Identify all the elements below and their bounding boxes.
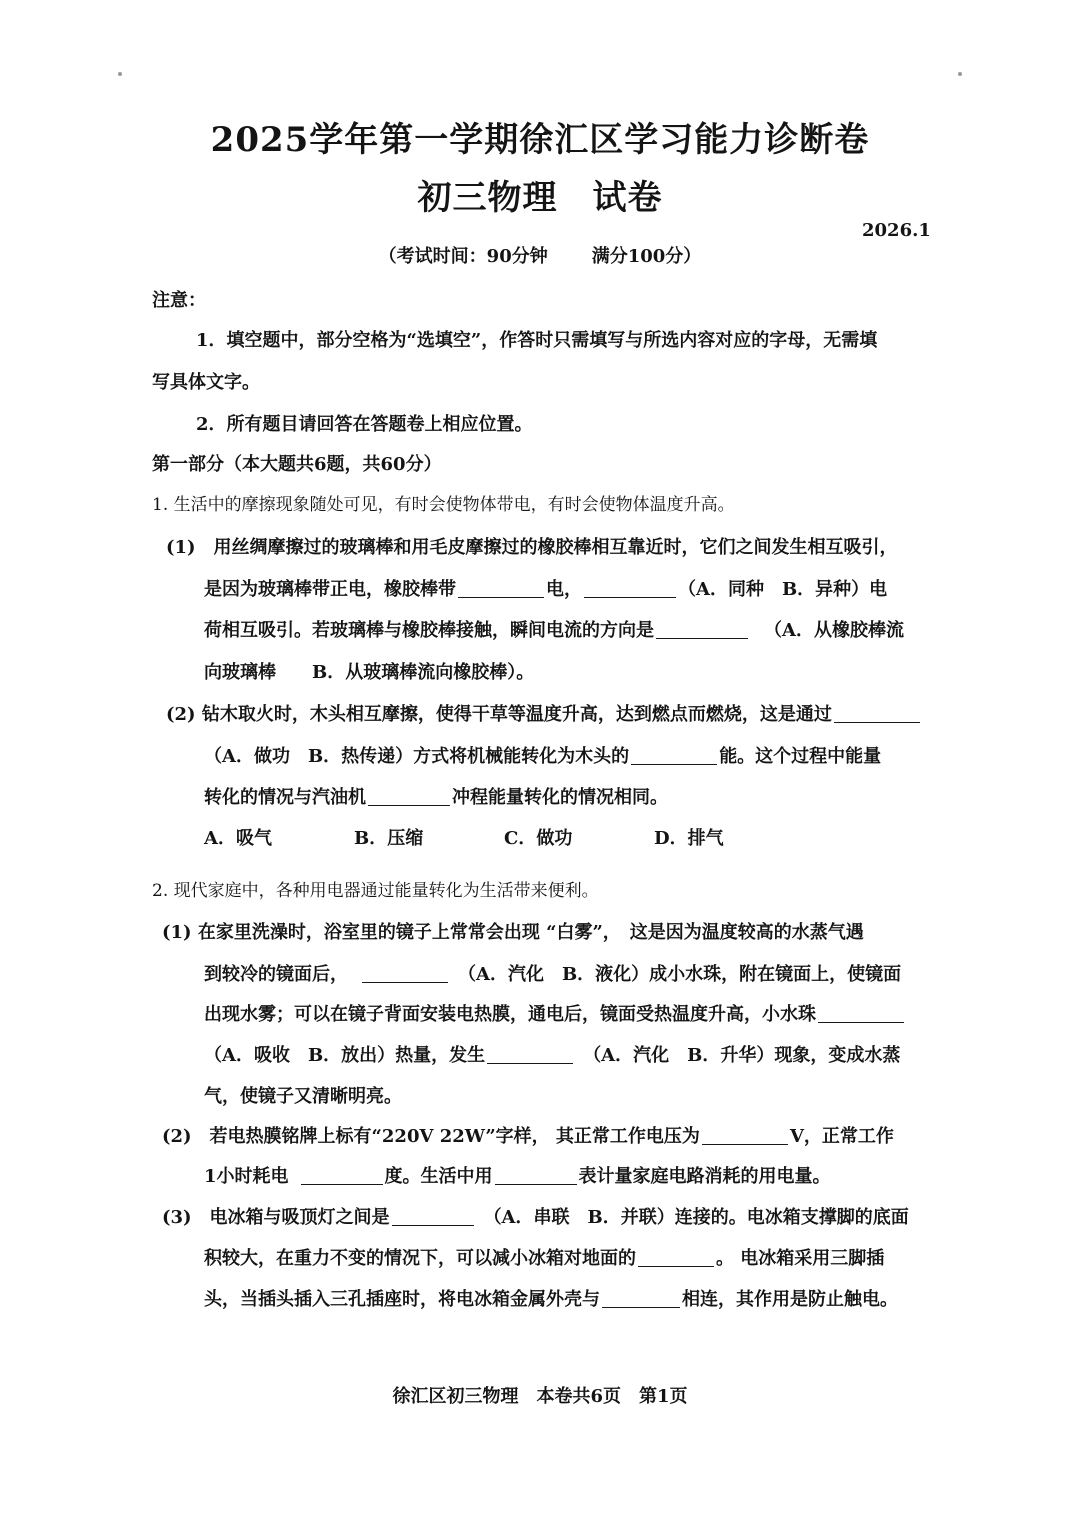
part1-heading: 第一部分（本大题共6题，共60分） (152, 454, 442, 475)
q1-p2-line2: （A．做功 B．热传递）方式将机械能转化为木头的 能。这个过程中能量 (204, 746, 882, 767)
q1-p2-line3: 转化的情况与汽油机 冲程能量转化的情况相同。 (204, 787, 668, 808)
answer-blank[interactable] (362, 962, 448, 983)
scan-dot (958, 72, 962, 76)
q1-p1-line1: (1) 用丝绸摩擦过的玻璃棒和用毛皮摩擦过的橡胶棒相互靠近时，它们之间发生相互吸引， (166, 537, 898, 558)
answer-blank[interactable] (495, 1164, 577, 1185)
answer-blank[interactable] (487, 1043, 573, 1064)
q1-p1-line2: 是因为玻璃棒带正电，橡胶棒带 电， （A．同种 B．异种）电 (204, 579, 888, 600)
answer-blank[interactable] (631, 744, 717, 765)
q2-p2-line1: (2) 若电热膜铭牌上标有“220V 22W”字样， 其正常工作电压为 V，正常工作 (162, 1126, 894, 1147)
answer-blank[interactable] (638, 1246, 714, 1267)
answer-blank[interactable] (301, 1164, 383, 1185)
note-item-1-cont: 写具体文字。 (152, 372, 260, 393)
q2-p1-line4: （A．吸收 B．放出）热量，发生 （A．汽化 B．升华）现象，变成水蒸 (204, 1045, 901, 1066)
q1-options (204, 824, 724, 850)
answer-blank[interactable] (368, 785, 450, 806)
q1-p2-line1: (2) 钻木取火时，木头相互摩擦，使得干草等温度升高，达到燃点而燃烧，这是通过 (166, 700, 922, 726)
answer-blank[interactable] (834, 702, 920, 723)
answer-blank[interactable] (818, 1002, 904, 1023)
option-a: A．吸气 (204, 828, 272, 849)
exam-date: 2026.1 (862, 220, 931, 241)
q2-p1-line2: 到较冷的镜面后， （A．汽化 B．液化）成小水珠，附在镜面上，使镜面 (204, 964, 902, 985)
exam-time: （考试时间：90分钟 (378, 246, 548, 267)
option-c: C．做功 (504, 828, 573, 849)
q1-p1-line3: 荷相互吸引。若玻璃棒与橡胶棒接触，瞬间电流的方向是 （A．从橡胶棒流 (204, 620, 904, 641)
answer-blank[interactable] (458, 577, 544, 598)
full-score: 满分100分） (591, 246, 702, 267)
q2-stem: 2. 现代家庭中，各种用电器通过能量转化为生活带来便利。 (152, 881, 599, 901)
option-d: D．排气 (654, 828, 724, 849)
q2-p1-line5: 气，使镜子又清晰明亮。 (204, 1086, 402, 1107)
answer-blank[interactable] (702, 1124, 788, 1145)
q1-p1-line4: 向玻璃棒 B．从玻璃棒流向橡胶棒）。 (204, 662, 535, 683)
q1-stem: 1. 生活中的摩擦现象随处可见，有时会使物体带电，有时会使物体温度升高。 (152, 495, 735, 515)
exam-info (0, 242, 1080, 268)
notes-heading: 注意： (152, 290, 206, 311)
page-footer: 徐汇区初三物理 本卷共6页 第1页 (392, 1386, 688, 1407)
exam-subtitle: 初三物理 试卷 (417, 178, 663, 218)
answer-blank[interactable] (392, 1205, 474, 1226)
q2-p3-line3: 头，当插头插入三孔插座时，将电冰箱金属外壳与 相连，其作用是防止触电。 (204, 1289, 898, 1310)
q2-p3-line1: (3) 电冰箱与吸顶灯之间是 （A．串联 B．并联）连接的。电冰箱支撑脚的底面 (162, 1207, 909, 1228)
q2-p3-line2: 积较大，在重力不变的情况下，可以减小冰箱对地面的 。 电冰箱采用三脚插 (204, 1248, 885, 1269)
scan-dot (118, 72, 122, 76)
q2-p2-line2: 1小时耗电 度。生活中用 表计量家庭电路消耗的用电量。 (204, 1166, 831, 1187)
exam-title: 2025学年第一学期徐汇区学习能力诊断卷 (210, 120, 870, 160)
answer-blank[interactable] (602, 1287, 680, 1308)
answer-blank[interactable] (656, 618, 748, 639)
note-item-1: 1．填空题中，部分空格为“选填空”，作答时只需填写与所选内容对应的字母，无需填 (196, 330, 878, 351)
q2-p1-line3: 出现水雾；可以在镜子背面安装电热膜，通电后，镜面受热温度升高，小水珠 (204, 1000, 906, 1026)
q2-p1-line1: (1) 在家里洗澡时，浴室里的镜子上常常会出现 “白雾”， 这是因为温度较高的水蒸气遇 (162, 922, 864, 943)
option-b: B．压缩 (354, 828, 424, 849)
answer-blank[interactable] (584, 577, 676, 598)
note-item-2: 2．所有题目请回答在答题卷上相应位置。 (196, 414, 533, 435)
